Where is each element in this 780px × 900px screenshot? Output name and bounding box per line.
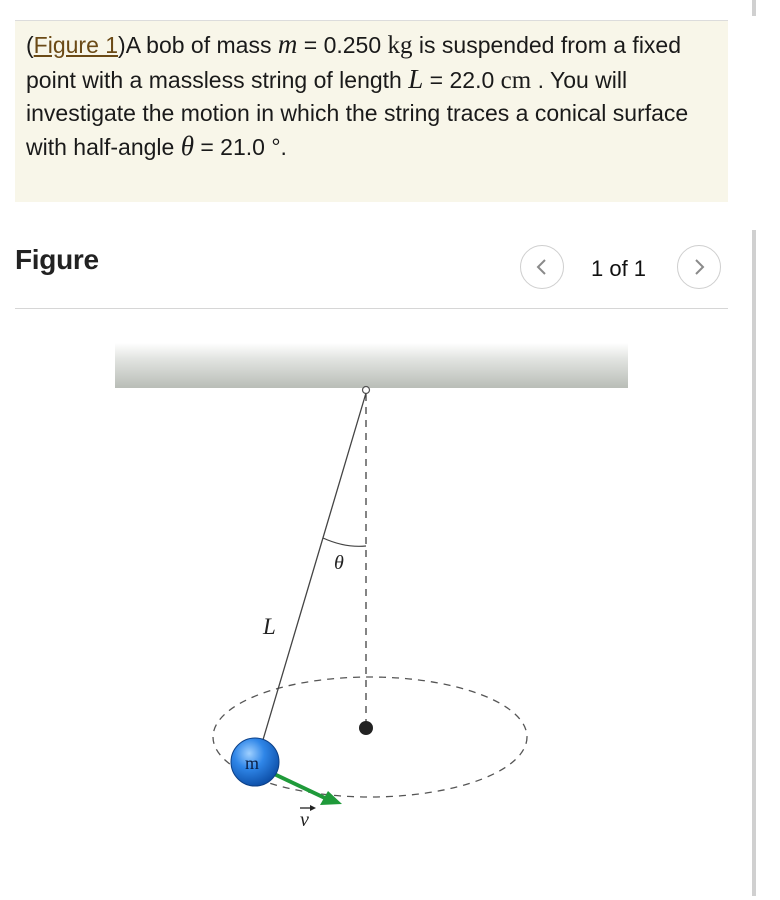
label-theta: θ [334,552,344,574]
theta-arc [323,538,366,546]
mass-unit: kg [387,32,413,59]
figure-heading: Figure [15,244,99,275]
label-velocity: v [300,809,309,831]
mass-value: = 0.250 [297,32,388,58]
problem-text-1: )A bob of mass [118,32,278,58]
label-length: L [263,614,276,639]
pivot-point [363,387,370,394]
label-mass: m [245,753,260,773]
mass-symbol: m [277,29,298,59]
length-symbol: L [408,63,424,94]
problem-text-3: is suspended from a fixed point with a massless string of length [26,32,682,93]
figure-page-indicator: 1 of 1 [591,256,647,281]
length-value: = 22.0 [423,66,501,93]
pendulum-string [257,393,366,760]
velocity-vector-bar-head [310,805,316,811]
figure-1-link[interactable]: Figure 1 [33,32,119,58]
scrollbar-track[interactable] [752,230,756,896]
angle-value: = 21.0 °. [193,133,287,160]
velocity-arrow [272,773,327,799]
length-unit: cm [500,66,532,94]
ceiling-support [115,343,628,388]
path-center-dot [359,721,373,735]
theta-symbol: θ [180,130,194,161]
problem-text-5: . You will investigate the motion in which the string traces a conical surface with half-angle [26,66,689,160]
paren-open: ( [26,32,34,58]
